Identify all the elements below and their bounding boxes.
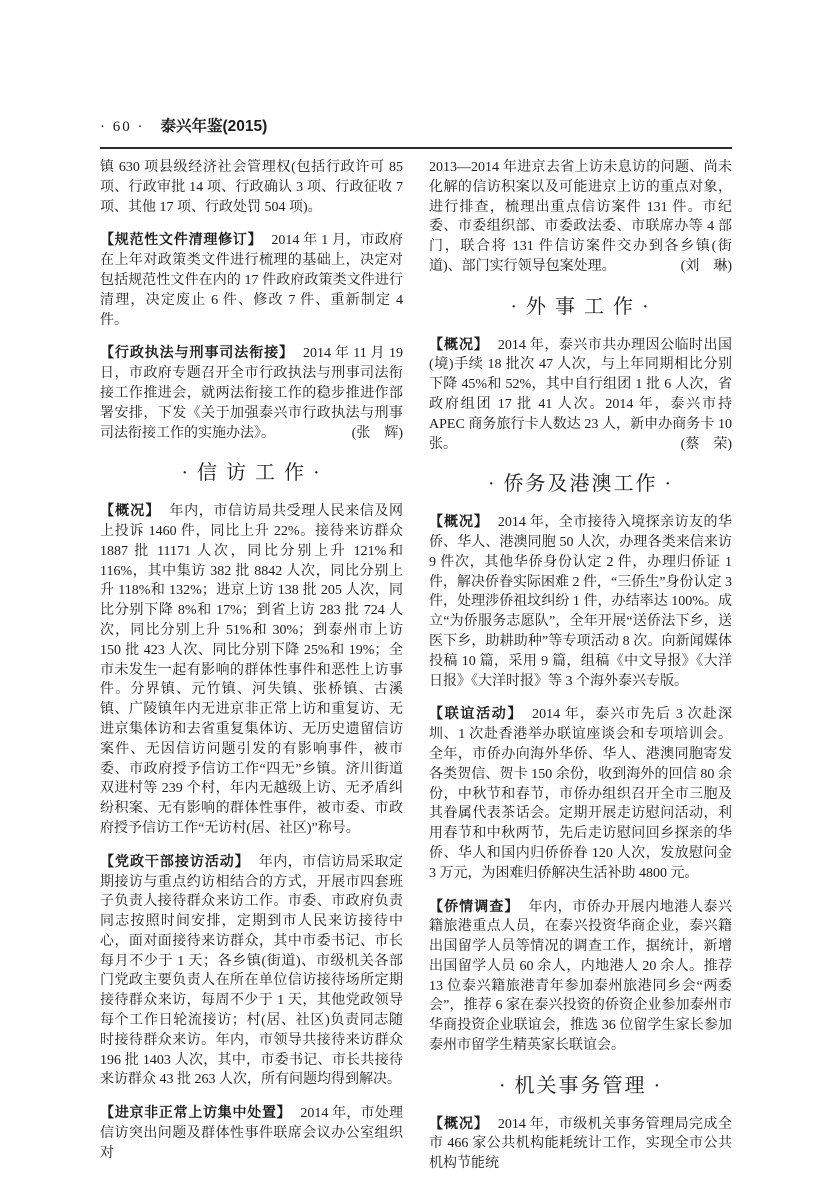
entry-label: 【侨情调查】 xyxy=(429,897,520,914)
entry-paragraph xyxy=(100,343,403,443)
entry-label: 【概况】 xyxy=(429,513,489,530)
entry-text: 2014 年，市处理信访突出问题及群体性事件联席会议办公室组织对 xyxy=(100,1106,404,1161)
entry-label: 【概况】 xyxy=(100,502,161,519)
section-heading: · 机关事务管理 · xyxy=(498,1074,663,1097)
page-header xyxy=(100,114,732,149)
book-title: 泰兴年鉴(2015) xyxy=(160,118,268,135)
section-heading: · 外 事 工 作 · xyxy=(510,295,651,318)
entry-text: 2014 年，泰兴市共办理因公临时出国(境)手续 18 批次 47 人次，与上年同期相比分别下降 45%和 52%，其中自行组团 1 批 6 人次，省政府组团 17 批 41 人次。2014 年，泰兴市持 APEC 商务旅行卡人数达 23 人，新申办商务卡 10 张。 xyxy=(429,337,733,452)
entry-text: 2014 年，全市接待入境探亲访友的华侨、华人、港澳同胞 50 人次，办理各类来信来访 9 件次，其他华侨身份认定 2 件，办理归侨证 1 件，解决侨眷实际困难 2 件，“三侨生”身份认定 3 件，处理涉侨祖坟纠纷 1 件，办结率达 100%。成立“为侨服务志愿队”，全年开展“送侨法下乡，送医下乡，助耕助种”等专项活动 8 次。向新闻媒体投稿 10 篇，采用 9 篇，组稿《中文导报》《大洋日报》《大洋时报》等 3 个海外泰兴专版。 xyxy=(429,515,733,689)
content-columns xyxy=(100,158,732,1187)
section-heading: · 侨务及港澳工作 · xyxy=(487,473,674,496)
entry-paragraph xyxy=(100,230,403,330)
entry-text: 年内，市侨办开展内地港人泰兴籍旅港重点人员，在泰兴投资华商企业，泰兴籍出国留学人员等情况的调查工作，据统计，新增出国留学人员 60 余人，内地港人 20 余人。推荐 13 位泰兴籍旅港青年参加泰州旅港同乡会“两委会”，推荐 6 家在泰兴投资的侨资企业参加泰州市华商投资企业联谊会，推选 36 位留学生家长参加泰州市留学生精英家长联谊会。 xyxy=(429,899,733,1054)
entry-text: 年内，市信访局采取定期接访与重点约访相结合的方式，开展市四套班子负责人接待群众来访工作。市委、市政府负责同志按照时间安排，定期到市人民来访接待中心，面对面接待来访群众，其中市委书记、市长每月不少于 1 天；各乡镇(街道)、市级机关各部门党政主要负责人在所在单位信访接待场所定期接待群众来访，每周不少于 1 天，其他党政领导每个工作日轮流接访；村(居、社区)负责同志随时接待群众来访。年内，市领导共接待来访群众 196 批 1403 人次，其中，市委书记、市长共接待来访群众 43 批 263 人次，所有问题均得到解决。 xyxy=(100,854,404,1088)
entry-paragraph xyxy=(100,158,403,217)
entry-label: 【联谊活动】 xyxy=(429,705,524,722)
entry-label: 【概况】 xyxy=(429,1114,489,1131)
entry-paragraph xyxy=(429,897,732,1056)
entry-text: 2014 年 1 月，市政府在上年对政策类文件进行梳理的基础上，决定对包括规范性文件在内的 17 件政府政策类文件进行清理，决定废止 6 件、修改 7 件、重新制定 4 件。 xyxy=(100,233,404,328)
entry-text: 2014 年，泰兴市先后 3 次赴深圳、1 次赴香港举办联谊座谈会和专项培训会。全年，市侨办向海外华侨、华人、港澳同胞寄发各类贺信、贺卡 150 余份，收到海外的回信 80 余份，中秋节和春节，市侨办组织召开全市三胞及其眷属代表茶话会。定期开展走访慰问活动，利用春节和中秋两节，先后走访慰问回乡探亲的华侨、华人和国内归侨侨眷 120 人次，发放慰问金 3 万元，为困难归侨解决生活补助 4800 元。 xyxy=(429,707,733,881)
entry-paragraph xyxy=(429,1114,732,1174)
left-column xyxy=(100,158,403,1187)
entry-label: 【规范性文件清理修订】 xyxy=(100,231,263,248)
author-attribution: (刘 琳) xyxy=(680,258,732,274)
page-number: · 60 · xyxy=(100,119,145,135)
entry-text: 2014 年 11 月 19 日，市政府专题召开全市行政执法与刑事司法衔接工作推进会，就两法衔接工作的稳步推进作部署安排，下发《关于加强泰兴市行政执法与刑事司法衔接工作的实施办法》。 xyxy=(100,346,403,441)
entry-text: 2013—2014 年进京去省上访未息访的问题、尚未化解的信访积案以及可能进京上访的重点对象，进行排查，梳理出重点信访案件 131 件。市纪委、市委组织部、市委政法委、市联席办等 4 部门，联合将 131 件信访案件交办到各乡镇(街道)、部门实行领导包案处理。 xyxy=(429,160,732,274)
entry-paragraph xyxy=(100,501,403,839)
entry-paragraph xyxy=(429,512,732,691)
author-attribution: (蔡 荣) xyxy=(680,436,732,452)
entry-paragraph xyxy=(100,852,403,1091)
entry-paragraph xyxy=(429,335,732,455)
right-column xyxy=(429,158,732,1187)
entry-label: 【行政执法与刑事司法衔接】 xyxy=(100,344,294,361)
entry-text: 2014 年，市级机关事务管理局完成全市 466 家公共机构能耗统计工作，实现全市公共机构节能统 xyxy=(429,1116,733,1172)
entry-paragraph xyxy=(429,704,732,883)
entry-label: 【概况】 xyxy=(429,335,489,352)
entry-paragraph xyxy=(100,1103,403,1163)
entry-text: 年内，市信访局共受理人民来信及网上投诉 1460 件，同比上升 22%。接待来访群众 1887 批 11171 人次，同比分别上升 121%和 116%，其中集访 382 批 8842 人次，同比分别上升 118%和 132%；进京上访 138 批 205 人次，同比分别下降 8%和 17%；到省上访 283 批 724 人次，同比分别上升 51%和 30%；到泰州市上访 150 批 423 人次、同比分别下降 25%和 19%；全市未发生一起有影响的群体性事件和恶性上访事件。分界镇、元竹镇、河失镇、张桥镇、古溪镇、广陵镇年内无进京非正常上访和重复访、无进京集体访和去省重复集体访、无历史遗留信访案件、无因信访问题引发的有影响事件，被市委、市政府授予信访工作“四无”乡镇。济川街道双进村等 239 个村，年内无越级上访、无矛盾纠纷积案、无有影响的群体性事件，被市委、市政府授予信访工作“无访村(居、社区)”称号。 xyxy=(100,504,404,836)
section-heading: · 信 访 工 作 · xyxy=(181,462,322,485)
entry-label: 【党政干部接访活动】 xyxy=(100,852,250,869)
author-attribution: (张 辉) xyxy=(351,425,403,441)
entry-paragraph xyxy=(429,158,732,277)
entry-label: 【进京非正常上访集中处置】 xyxy=(100,1104,292,1121)
entry-text: 镇 630 项县级经济社会管理权(包括行政许可 85 项、行政审批 14 项、行政确认 3 项、行政征收 7 项、其他 17 项、行政处罚 504 项)。 xyxy=(100,160,403,215)
